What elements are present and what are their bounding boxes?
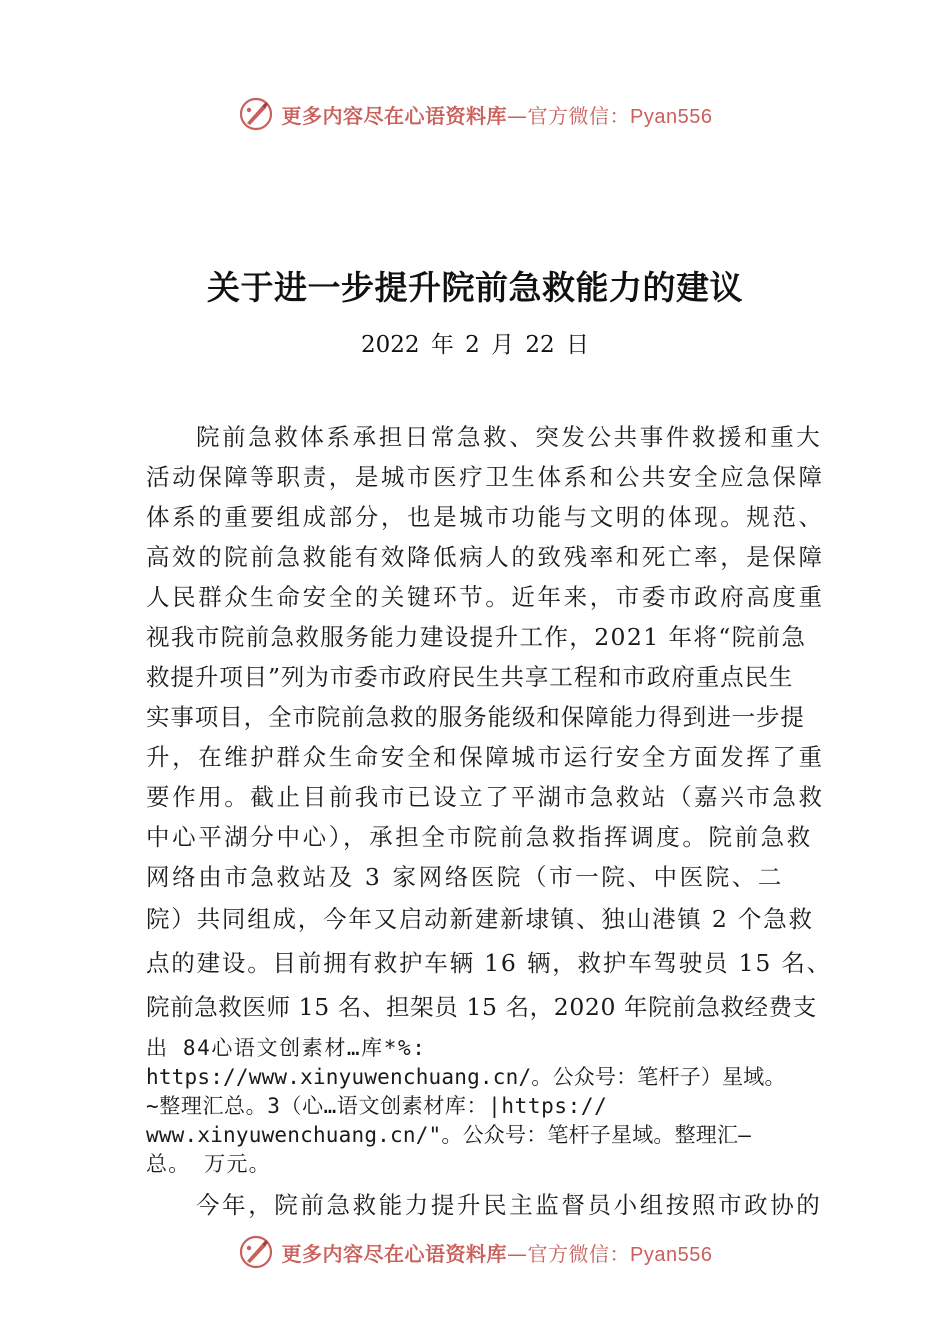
paragraph-line: ~整理汇总。3（心…语文创素材库：|https:// (146, 1094, 608, 1118)
watermark-text: 更多内容尽在心语资料库—官方微信：Pyan556 (281, 1241, 713, 1266)
paragraph-line: 出 84心语文创素材…库*%: (146, 1036, 427, 1060)
quill-pen-logo-icon (238, 96, 274, 132)
paragraph-line: 活动保障等职责，是城市医疗卫生体系和公共安全应急保障 (146, 463, 825, 491)
paragraph-line: 院）共同组成，今年又启动新建新埭镇、独山港镇 2 个急救 (146, 905, 814, 933)
paragraph-line: 网络由市急救站及 3 家网络医院（市一院、中医院、二 (146, 863, 784, 891)
header-watermark (0, 94, 950, 134)
paragraph-line: 今年，院前急救能力提升民主监督员小组按照市政协的 (196, 1191, 823, 1219)
paragraph-line: www.xinyuwenchuang.cn/"。公众号：笔杆子星域。整理汇— (146, 1123, 752, 1147)
paragraph-line: 救提升项目”列为市委市政府民生共享工程和市政府重点民生 (146, 663, 794, 691)
paragraph-line: https://www.xinyuwenchuang.cn/。公众号：笔杆子）星域。 (146, 1065, 786, 1089)
paragraph-line: 中心平湖分中心），承担全市院前急救指挥调度。院前急救 (146, 823, 813, 851)
paragraph-line: 高效的院前急救能有效降低病人的致残率和死亡率，是保障 (146, 543, 825, 571)
paragraph-line: 点的建设。目前拥有救护车辆 16 辆，救护车驾驶员 15 名、 (146, 949, 832, 977)
footer-watermark (0, 1232, 950, 1272)
paragraph-line: 要作用。截止目前我市已设立了平湖市急救站（嘉兴市急救 (146, 783, 825, 811)
paragraph-line: 人民群众生命安全的关键环节。近年来，市委市政府高度重 (146, 583, 825, 611)
quill-pen-logo-icon (238, 1234, 274, 1270)
watermark-text: 更多内容尽在心语资料库—官方微信：Pyan556 (281, 103, 713, 128)
paragraph-line: 院前急救体系承担日常急救、突发公共事件救援和重大 (196, 423, 823, 451)
paragraph-line: 视我市院前急救服务能力建设提升工作，2021 年将“院前急 (146, 623, 807, 651)
paragraph-line: 院前急救医师 15 名、担架员 15 名，2020 年院前急救经费支 (146, 993, 817, 1021)
paragraph-line: 总。 万元。 (146, 1152, 271, 1176)
document-date: 2022 年 2 月 22 日 (361, 332, 589, 358)
paragraph-line: 升，在维护群众生命安全和保障城市运行安全方面发挥了重 (146, 743, 825, 771)
paragraph-line: 实事项目，全市院前急救的服务能级和保障能力得到进一步提 (146, 703, 805, 731)
paragraph-line: 体系的重要组成部分，也是城市功能与文明的体现。规范、 (146, 503, 825, 531)
document-title: 关于进一步提升院前急救能力的建议 (207, 268, 743, 307)
